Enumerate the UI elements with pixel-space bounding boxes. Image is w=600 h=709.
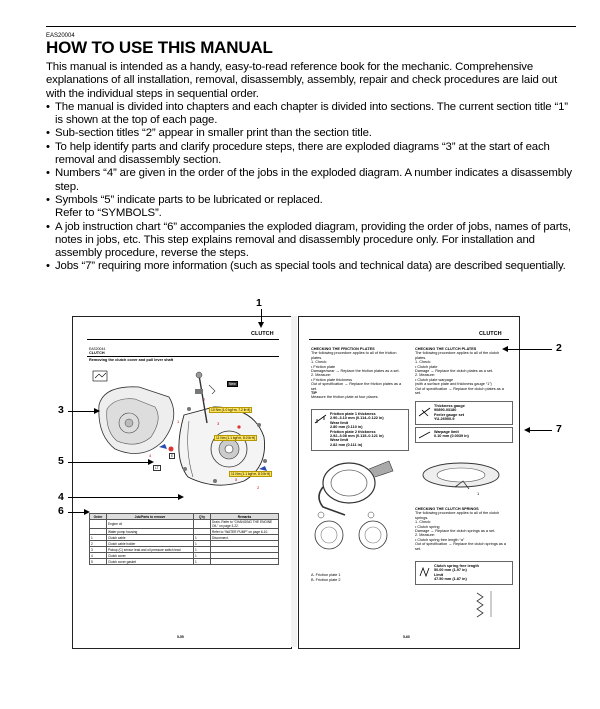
callout-2: 2	[556, 342, 562, 354]
tool-icon	[418, 406, 432, 418]
right-page-number: 5-60	[403, 635, 410, 639]
callout-5: 5	[58, 455, 64, 467]
col2b-line: Out of specification → Replace the clutch springs as a set.	[415, 542, 506, 551]
callout-6-leader	[68, 512, 84, 513]
col2-line: (with a surface plate and thickness gauge “1”)	[415, 382, 492, 387]
spec-warpage-text: Warpage limit 0.10 mm (0.0039 in)	[434, 430, 469, 439]
bullet-list	[46, 101, 576, 274]
bullet-5	[46, 194, 576, 221]
torque-label-2: 11 Nm (1.1 kgf·m, 8.0 lb·ft)	[216, 436, 256, 440]
friction-heading: CHECKING THE FRICTION PLATES	[311, 347, 375, 351]
gauge-icon	[418, 430, 432, 440]
svg-text:3: 3	[217, 421, 220, 426]
right-header-line	[309, 339, 509, 340]
svg-text:5: 5	[235, 477, 238, 482]
col2b-line: • Clutch spring free length “a”	[415, 537, 465, 542]
spec-spring-text: Clutch spring free length 50.00 mm (1.97 in) Limit 47.50 mm (1.87 in)	[434, 564, 479, 582]
left-header-line	[87, 339, 279, 340]
col-job: Job/Parts to remove	[107, 514, 194, 520]
table-row: Water pump housing Refer to “WATER PUMP” on page 6-10.	[90, 529, 279, 535]
torque-label-3: 11 Nm (1.1 kgf·m, 8.0 lb·ft)	[231, 472, 271, 476]
col2-line: Damage → Replace the clutch plates as a set.	[415, 369, 494, 374]
col2-line: • Clutch plate	[415, 364, 438, 369]
bullet-6: • A job instruction chart “6” accompanies the exploded diagram, providing the order of jobs, names of parts, notes in jobs, etc. This step explains removal and disassembly procedure only. For installation and assembly procedure, reverse the steps.	[46, 221, 576, 261]
page-gutter	[291, 316, 297, 647]
page-title: HOW TO USE THIS MANUAL	[46, 38, 273, 57]
col-remarks: Remarks	[211, 514, 279, 520]
svg-text:2: 2	[257, 485, 260, 490]
col2b-line: 2. Measure:	[415, 533, 436, 538]
callout-3: 3	[58, 404, 64, 416]
svg-text:4: 4	[149, 453, 152, 458]
col2b-line: • Clutch spring	[415, 524, 440, 529]
col-order: Order	[90, 514, 107, 520]
bullet-5-refer: Refer to “SYMBOLS”.	[55, 207, 162, 220]
col1-line: The following procedure applies to all of the friction plates.	[311, 351, 397, 360]
callout-6: 6	[58, 505, 64, 517]
left-sub-line	[87, 356, 279, 357]
job-instruction-chart	[89, 513, 279, 565]
table-row: 1 Clutch cable 1 Disconnect.	[90, 535, 279, 541]
intro-paragraph: This manual is intended as a handy, easy-to-read reference book for the mechanic. Comprehensive explanations of all installation, removal, disassembly, assembly, repair and check procedures are laid out with the individual steps in sequential order.	[46, 61, 558, 100]
left-header: CLUTCH	[251, 331, 274, 337]
callout-7-leader	[530, 430, 552, 431]
example-spread	[72, 316, 522, 647]
spec-warpage	[415, 427, 513, 443]
bullet-7: • Jobs “7” requiring more information (such as special tools and technical data) are described sequentially.	[46, 260, 576, 273]
col2-line: 1. Check:	[415, 360, 432, 365]
svg-text:1: 1	[477, 491, 480, 496]
col-qty: Q'ty	[194, 514, 211, 520]
bullet-3: • To help identify parts and clarify procedure steps, there are exploded diagrams “3” at the start of each removal and disassembly section.	[46, 141, 576, 168]
exploded-diagram	[89, 365, 279, 497]
spec-thickness-gauge	[415, 401, 513, 425]
caption-b: B. Friction plate 2	[311, 578, 341, 582]
callout-5-arrow	[148, 459, 154, 465]
table-row: 3 Pickup (C) sensor lead and oil pressure switch lead 1	[90, 547, 279, 553]
svg-text:1: 1	[177, 419, 180, 424]
spring-illustration	[467, 587, 507, 621]
table-row: 2 Clutch cable holder 1	[90, 541, 279, 547]
svg-text:2: 2	[203, 397, 206, 402]
clutch-springs-heading: CHECKING THE CLUTCH SPRINGS	[415, 507, 479, 511]
col1-line: Out of specification → Replace the friction plates as a set.	[311, 382, 402, 391]
right-page	[298, 316, 520, 649]
callout-2-leader	[508, 349, 552, 350]
col1-line: • Friction plate thickness	[311, 377, 353, 382]
new-label: New	[229, 382, 236, 386]
friction-plate-illustration	[309, 457, 409, 561]
caliper-icon	[314, 413, 328, 425]
col2b-line: Damage → Replace the clutch springs as a set.	[415, 529, 496, 534]
col1-line: Damage/wear → Replace the friction plates as a set.	[311, 369, 400, 374]
table-row: 5 Clutch cover gasket 1	[90, 559, 279, 565]
clutch-plate-illustration	[415, 451, 511, 505]
caption-a: A. Friction plate 1	[311, 573, 341, 577]
exploded-diagram-svg	[89, 365, 279, 497]
callout-2-arrow	[502, 346, 508, 352]
col2b-line: 1. Check:	[415, 520, 432, 525]
spring-icon	[418, 566, 432, 578]
callout-4: 4	[58, 491, 64, 503]
bullet-2: • Sub-section titles “2” appear in smaller print than the section title.	[46, 127, 576, 140]
section-code: EAS20004	[46, 33, 75, 39]
left-subtitle: CLUTCH	[89, 351, 105, 355]
table-row: Engine oil Drain. Refer to “CHANGING THE ENGINE OIL” on page 3-22.	[90, 520, 279, 529]
left-code: EAS20044	[89, 347, 106, 351]
col1-line: 2. Measure:	[311, 373, 332, 378]
col1-line: 1. Check:	[311, 360, 328, 365]
right-col-2b	[415, 507, 511, 551]
spec-friction-text: Friction plate 1 thickness 2.90–3.10 mm (0.114–0.122 in) Wear limit 2.80 mm (0.110 in) Friction plate 2 thickness 2.92–3.08 mm (0.115–0.121 in) Wear limit 2.82 mm (0.111 in)	[330, 412, 384, 447]
intro-text	[46, 61, 576, 274]
col2-line: 2. Measure:	[415, 373, 436, 378]
callout-1: 1	[256, 297, 262, 309]
e-label: E	[171, 454, 174, 458]
col2-line: Out of specification → Replace the clutch plates as a set.	[415, 386, 504, 396]
left-page	[72, 316, 292, 649]
callout-4-arrow	[178, 494, 184, 500]
callout-3-leader	[68, 411, 94, 412]
callout-5-leader	[68, 462, 148, 463]
bullet-5-text: Symbols “5” indicate parts to be lubricated or replaced.	[55, 193, 323, 206]
col1-line: Measure the friction plate at four places.	[311, 395, 379, 400]
callout-7: 7	[556, 423, 562, 435]
callout-4-leader	[68, 497, 178, 498]
table-row: 4 Clutch cover 1	[90, 553, 279, 559]
top-rule	[46, 26, 576, 27]
bullet-4: • Numbers “4” are given in the order of the jobs in the exploded diagram. A number indicates a disassembly step.	[46, 167, 576, 194]
right-col-1	[311, 347, 407, 400]
left-page-number: 5-55	[177, 635, 184, 639]
col2b-line: The following procedure applies to all of the clutch springs.	[415, 511, 500, 520]
lt-label: LT	[155, 466, 159, 470]
col1-line: • Friction plate	[311, 364, 336, 369]
col2-line: The following procedure applies to all of the clutch plates.	[415, 351, 500, 360]
callout-6-arrow	[84, 509, 90, 515]
diagram-caption: Removing the clutch cover and pull lever shaft	[89, 358, 174, 362]
spec-friction	[311, 409, 409, 451]
bullet-1: • The manual is divided into chapters and each chapter is divided into sections. The current section title “1” is shown at the top of each page.	[46, 101, 576, 128]
callout-7-arrow	[524, 427, 530, 433]
spec-thickness-text: Thickness gauge 90890-03180 Feeler gauge set YU-26900-9	[434, 404, 465, 422]
clutch-plates-heading: CHECKING THE CLUTCH PLATES	[415, 347, 477, 351]
col2-line: • Clutch plate warpage	[415, 377, 454, 382]
right-header: CLUTCH	[479, 331, 502, 337]
right-col-2	[415, 347, 511, 395]
callout-1-leader	[261, 309, 262, 323]
callout-3-arrow	[94, 408, 100, 414]
spec-spring	[415, 561, 513, 585]
tip-label: TIP	[311, 391, 317, 396]
torque-label-1: 10 Nm (1.0 kgf·m, 7.2 lb·ft)	[211, 408, 251, 412]
callout-1-arrow	[258, 322, 264, 328]
